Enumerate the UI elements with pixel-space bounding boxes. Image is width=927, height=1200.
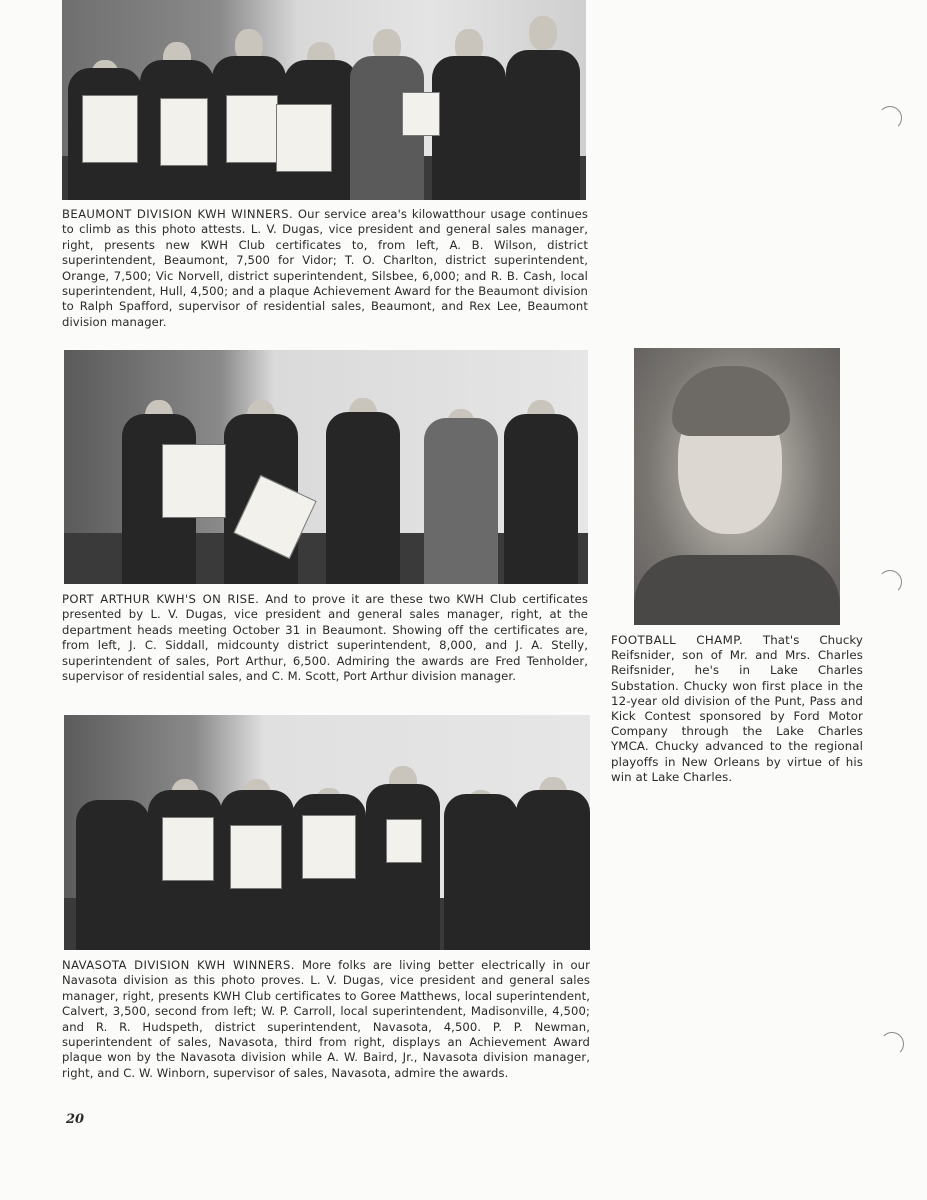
- photo-beaumont-winners: [62, 0, 586, 200]
- caption-headline: BEAUMONT DIVISION KWH WINNERS.: [62, 207, 294, 221]
- caption-navasota: [62, 958, 590, 1081]
- caption-headline: NAVASOTA DIVISION KWH WINNERS.: [62, 958, 295, 972]
- caption-body: And to prove it are these two KWH Club certificates presented by L. V. Dugas, vice president and general sales manager, right, at the department heads meeting October 31 in Beaumont. Showing off the certificates are, from left, J. C. Siddall, midcounty district superintendent, 8,000, and J. A. Stelly, superintendent of sales, Port Arthur, 6,500. Admiring the awards are Fred Tenholder, supervisor of residential sales, and C. M. Scott, Port Arthur division manager.: [62, 592, 588, 684]
- caption-football-champ: [611, 633, 863, 785]
- photo-chucky-reifsnider: [634, 348, 840, 625]
- binder-hole-mark: [878, 570, 902, 594]
- caption-headline: FOOTBALL CHAMP.: [611, 633, 744, 647]
- page-number: 20: [66, 1112, 85, 1127]
- binder-hole-mark: [880, 1032, 904, 1056]
- photo-navasota-winners: [64, 715, 590, 950]
- caption-body: More folks are living better electrically in our Navasota division as this photo proves. L. V. Dugas, vice president and general sales manager, right, presents KWH Club certificates to Goree Matthews, local superintendent, Calvert, 3,500, second from left; W. P. Carroll, local superintendent, Madisonville, 4,500; and R. R. Hudspeth, district superintendent, Navasota, 4,500. P. P. Newman, superintendent of sales, Navasota, third from right, displays an Achievement Award plaque won by the Navasota division while A. W. Baird, Jr., Navasota division manager, right, and C. W. Winborn, supervisor of sales, Navasota, admire the awards.: [62, 958, 590, 1080]
- caption-beaumont: [62, 207, 588, 330]
- caption-headline: PORT ARTHUR KWH'S ON RISE.: [62, 592, 260, 606]
- caption-body: That's Chucky Reifsnider, son of Mr. and Mrs. Charles Reifsnider, he's in Lake Charles Substation. Chucky won first place in the 12-year old division of the Punt, Pass and Kick Contest sponsored by Ford Motor Company through the Lake Charles YMCA. Chucky advanced to the regional playoffs in New Orleans by virtue of his win at Lake Charles.: [611, 633, 863, 784]
- caption-port-arthur: [62, 592, 588, 684]
- photo-port-arthur: [64, 350, 588, 584]
- caption-body: Our service area's kilowatthour usage continues to climb as this photo attests. L. V. Dugas, vice president and general sales manager, right, presents new KWH Club certificates to, from left, A. B. Wilson, district superintendent, Beaumont, 7,500 for Vidor; T. O. Charlton, district superintendent, Orange, 7,500; Vic Norvell, district superintendent, Silsbee, 6,000; and R. B. Cash, local superintendent, Hull, 4,500; and a plaque Achievement Award for the Beaumont division to Ralph Spafford, supervisor of residential sales, Beaumont, and Rex Lee, Beaumont division manager.: [62, 207, 588, 329]
- binder-hole-mark: [878, 106, 902, 130]
